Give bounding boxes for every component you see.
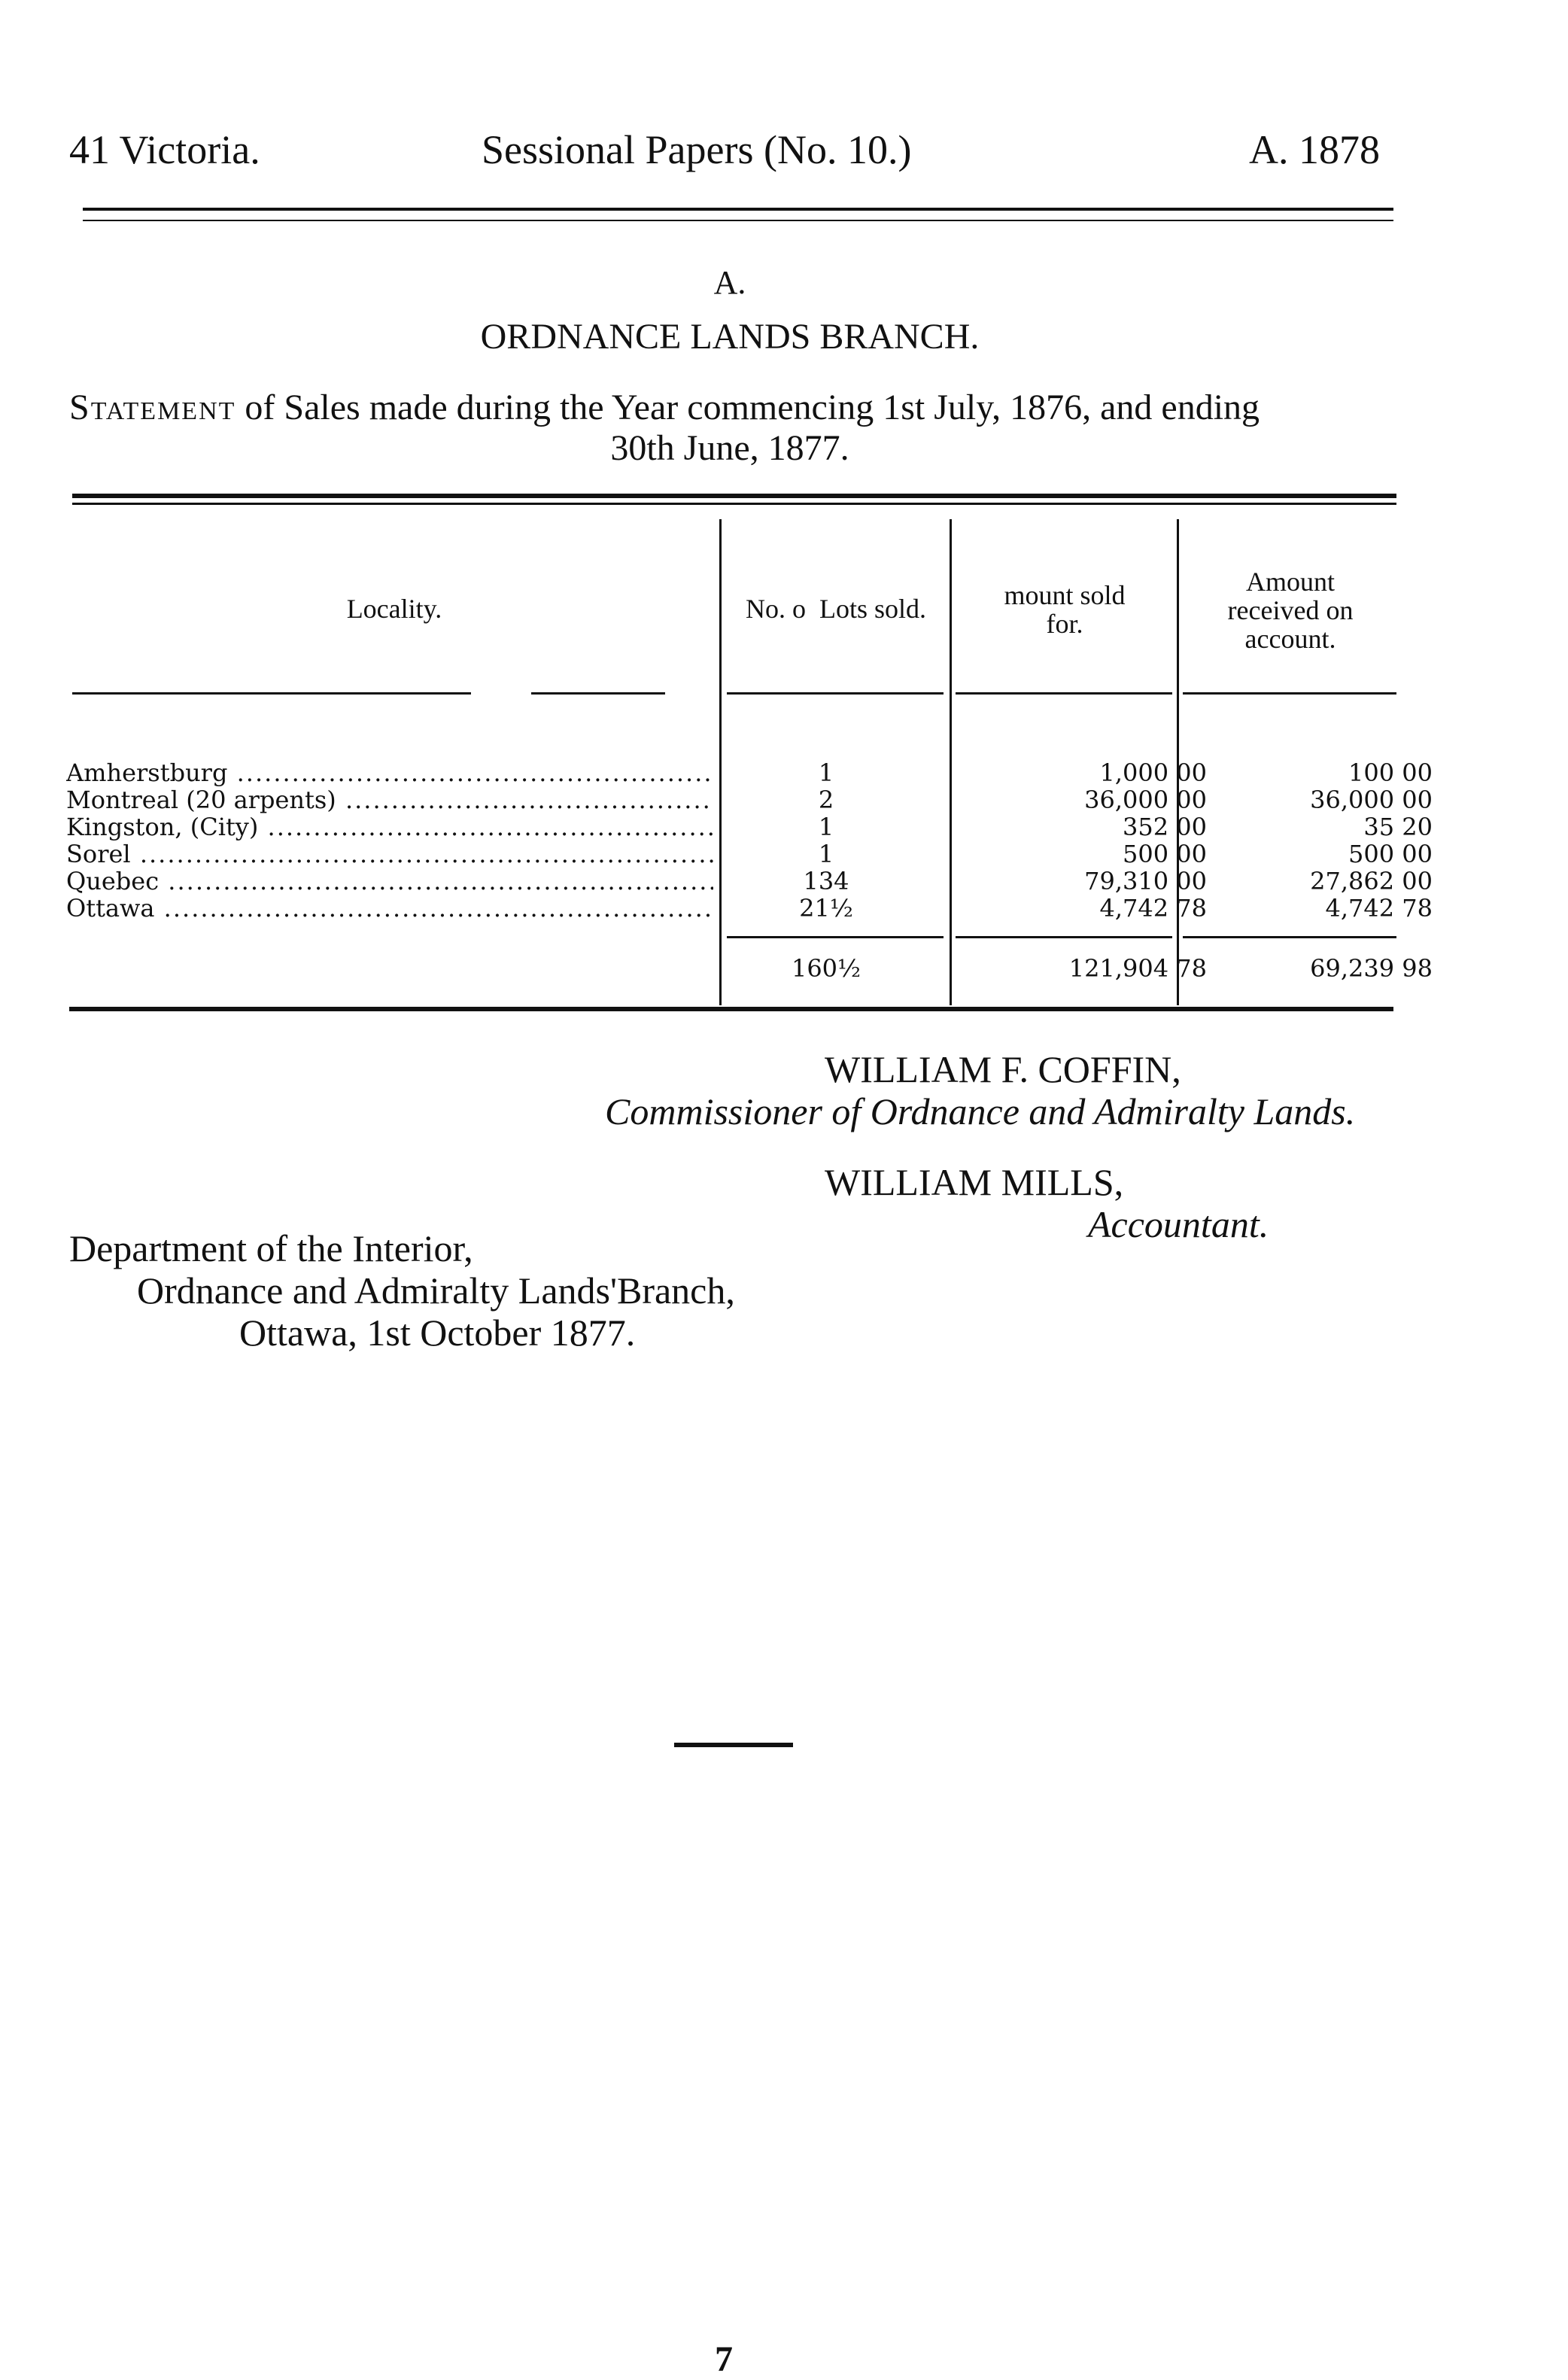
header-rule-top bbox=[83, 208, 1393, 211]
row-received: 4,742 78 bbox=[1325, 894, 1433, 923]
col-head-amount-line1: mount sold bbox=[1004, 580, 1126, 610]
col-head-received bbox=[1181, 567, 1399, 653]
col-head-received-line2: received on bbox=[1227, 595, 1354, 625]
col-sep-2 bbox=[950, 519, 952, 1005]
header-underline-4 bbox=[956, 692, 1172, 695]
row-lots: 1 bbox=[818, 840, 834, 868]
row-amount: 4,742 78 bbox=[1099, 894, 1207, 923]
header-underline-3 bbox=[727, 692, 944, 695]
row-received: 35 20 bbox=[1363, 813, 1433, 841]
signature-title-2: Accountant. bbox=[1088, 1203, 1269, 1245]
row-lots: 1 bbox=[818, 758, 834, 787]
col-head-amount-line2: for. bbox=[1046, 609, 1083, 639]
branch-title: ORDNANCE LANDS BRANCH. bbox=[480, 317, 980, 357]
total-rule-lots bbox=[727, 936, 944, 938]
section-letter: A. bbox=[713, 264, 746, 301]
total-rule-amount bbox=[956, 936, 1172, 938]
row-lots: 1 bbox=[818, 813, 834, 841]
header-center: Sessional Papers (No. 10.) bbox=[482, 127, 912, 172]
total-amount: 121,904 78 bbox=[1068, 954, 1207, 983]
row-received: 27,862 00 bbox=[1310, 867, 1433, 895]
header-right: A. 1878 bbox=[1249, 127, 1380, 172]
row-lots: 21½ bbox=[799, 894, 853, 923]
row-amount: 36,000 00 bbox=[1084, 786, 1207, 814]
row-lots: 134 bbox=[803, 867, 849, 895]
col-head-received-line1: Amount bbox=[1245, 567, 1335, 597]
row-locality: Sorel ..... bbox=[66, 840, 713, 868]
department-line-2: Ordnance and Admiralty Lands'Branch, bbox=[137, 1269, 735, 1312]
row-received: 500 00 bbox=[1348, 840, 1433, 868]
col-head-amount bbox=[954, 581, 1175, 638]
signature-title-1: Commissioner of Ordnance and Admiralty Lands. bbox=[605, 1090, 1356, 1132]
row-locality: Quebec ..... bbox=[66, 867, 713, 895]
header-underline-1 bbox=[72, 692, 471, 695]
page-number: 7 bbox=[715, 2339, 733, 2379]
table-rule-top bbox=[72, 494, 1396, 498]
statement-line-2: 30th June, 1877. bbox=[610, 428, 849, 468]
col-head-received-line3: account. bbox=[1244, 624, 1336, 654]
row-received: 100 00 bbox=[1348, 758, 1433, 787]
row-locality: Kingston, (City) ..... bbox=[66, 813, 713, 841]
header-rule-bottom bbox=[83, 220, 1393, 221]
closing-rule bbox=[674, 1743, 793, 1747]
col-head-lots: No. o Lots sold. bbox=[745, 594, 926, 624]
signature-name-1: WILLIAM F. COFFIN, bbox=[825, 1048, 1181, 1090]
department-line-1: Department of the Interior, bbox=[69, 1227, 473, 1269]
row-locality: Montreal (20 arpents) ..... bbox=[66, 786, 713, 814]
statement-line-1 bbox=[69, 387, 1260, 428]
header-left: 41 Victoria. bbox=[69, 127, 260, 172]
row-amount: 352 00 bbox=[1123, 813, 1207, 841]
statement-line1-rest: of Sales made during the Year commencing 1st July, 1876, and ending bbox=[236, 388, 1260, 427]
table-rule-top-thin bbox=[72, 503, 1396, 505]
row-lots: 2 bbox=[818, 786, 834, 814]
signature-name-2: WILLIAM MILLS, bbox=[825, 1161, 1124, 1203]
row-amount: 1,000 00 bbox=[1099, 758, 1207, 787]
row-amount: 79,310 00 bbox=[1084, 867, 1207, 895]
row-amount: 500 00 bbox=[1123, 840, 1207, 868]
total-rule-received bbox=[1183, 936, 1396, 938]
col-sep-1 bbox=[719, 519, 722, 1005]
row-locality: Amherstburg ..... bbox=[66, 758, 713, 787]
department-line-3: Ottawa, 1st October 1877. bbox=[239, 1312, 636, 1354]
header-underline-5 bbox=[1183, 692, 1396, 695]
col-head-locality: Locality. bbox=[346, 594, 442, 624]
statement-lead: Statement bbox=[69, 388, 236, 427]
row-locality: Ottawa ..... bbox=[66, 894, 713, 923]
total-lots: 160½ bbox=[791, 954, 861, 983]
row-received: 36,000 00 bbox=[1310, 786, 1433, 814]
total-received: 69,239 98 bbox=[1310, 954, 1433, 983]
header-underline-2 bbox=[531, 692, 665, 695]
table-rule-bottom bbox=[69, 1007, 1393, 1011]
